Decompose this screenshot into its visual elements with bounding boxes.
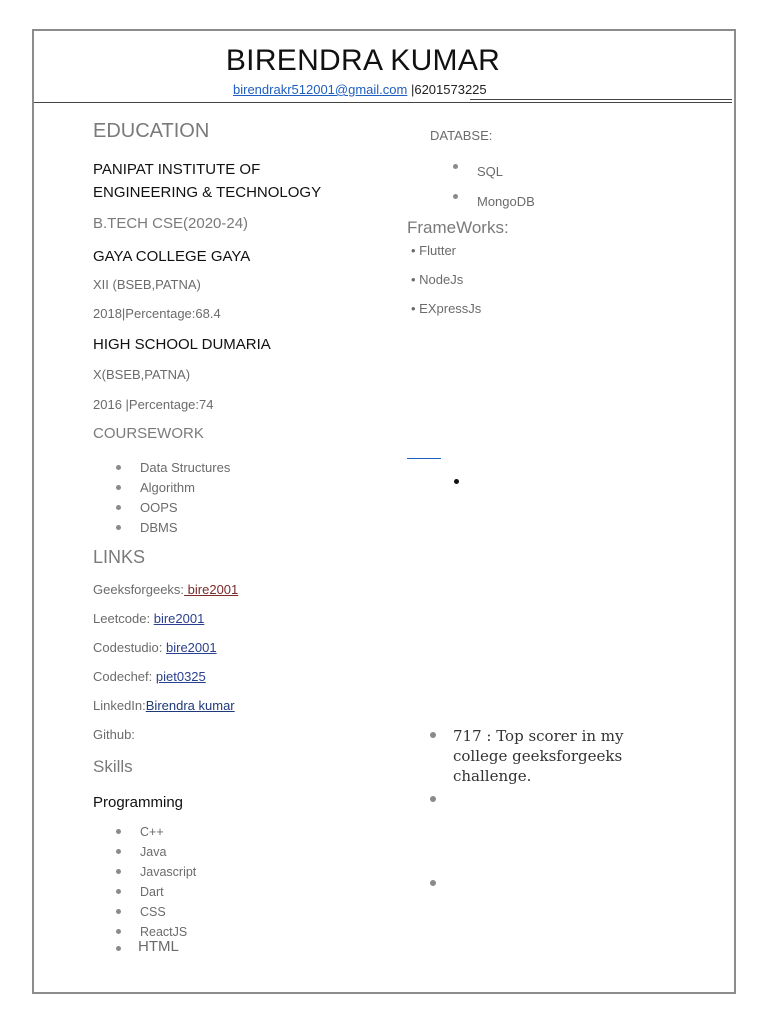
contact-line: [233, 82, 487, 97]
link-label: Codestudio:: [93, 640, 166, 655]
skill-item: Dart: [116, 882, 196, 902]
empty-bullet: [454, 479, 459, 484]
college2-name: GAYA COLLEGE GAYA: [93, 248, 251, 265]
framework-item: [411, 243, 456, 258]
education-heading: EDUCATION: [93, 120, 210, 142]
database-heading: DATABSE:: [430, 128, 493, 143]
college2-class: XII (BSEB,PATNA): [93, 277, 201, 292]
framework-label: Flutter: [419, 243, 457, 258]
framework-label: NodeJs: [419, 272, 464, 287]
school-class: X(BSEB,PATNA): [93, 367, 191, 382]
programming-list: [116, 822, 196, 942]
bullet: •: [411, 301, 420, 316]
college2-result: 2018|Percentage:68.4: [93, 306, 221, 321]
linkedin-link[interactable]: Birendra kumar: [145, 698, 235, 713]
link-leetcode: [93, 611, 204, 626]
skill-item: Java: [116, 842, 196, 862]
coursework-item: OOPS: [116, 498, 230, 518]
link-label: LinkedIn:: [93, 698, 146, 713]
empty-bullet: [430, 880, 436, 886]
college1-name-line2: ENGINEERING & TECHNOLOGY: [93, 184, 322, 201]
skill-item-last: [116, 938, 179, 955]
link-codestudio: [93, 640, 217, 655]
links-heading: LINKS: [93, 547, 146, 567]
school-result: 2016 |Percentage:74: [93, 397, 214, 412]
skill-item: CSS: [116, 902, 196, 922]
skills-heading: Skills: [93, 757, 133, 776]
framework-item: [411, 301, 481, 316]
link-codechef: [93, 669, 206, 684]
achievement-item: 717 : Top scorer in my college geeksforgeeks challenge.: [453, 727, 624, 785]
skill-item: Javascript: [116, 862, 196, 882]
skill-item: C++: [116, 822, 196, 842]
skill-item: ReactJS: [116, 922, 196, 942]
skill-item-label: HTML: [138, 938, 179, 955]
link-linkedin: [93, 698, 235, 713]
coursework-heading: COURSEWORK: [93, 425, 204, 442]
leetcode-link[interactable]: bire2001: [153, 611, 205, 626]
database-item: SQL: [453, 157, 535, 187]
bullet: •: [411, 243, 420, 258]
degree: B.TECH CSE(2020-24): [93, 215, 249, 232]
framework-item: [411, 272, 463, 287]
coursework-item: Algorithm: [116, 478, 230, 498]
header-divider: [34, 102, 732, 103]
header-divider-accent: [470, 99, 732, 100]
coursework-item: Data Structures: [116, 458, 230, 478]
achievement-bullet: [430, 732, 436, 738]
codestudio-link[interactable]: bire2001: [166, 640, 217, 655]
geeksforgeeks-link[interactable]: bire2001: [184, 582, 239, 597]
link-label: Github:: [93, 727, 135, 742]
email-link[interactable]: birendrakr512001@gmail.com: [233, 82, 408, 97]
coursework-item: DBMS: [116, 518, 230, 538]
link-label: Geeksforgeeks:: [93, 582, 185, 597]
bullet: [116, 946, 121, 951]
college1-name-line1: PANIPAT INSTITUTE OF: [93, 161, 261, 178]
candidate-name: BIRENDRA KUMAR: [225, 44, 501, 77]
coursework-list: [116, 458, 230, 538]
phone-number: |6201573225: [410, 82, 487, 97]
database-list: [453, 157, 535, 217]
link-geeksforgeeks: [93, 582, 238, 597]
link-label: Leetcode:: [93, 611, 154, 626]
frameworks-heading: FrameWorks:: [407, 218, 509, 237]
college1-name: [93, 158, 321, 204]
framework-label: EXpressJs: [419, 301, 482, 316]
programming-heading: Programming: [93, 794, 184, 811]
bullet: •: [411, 272, 420, 287]
database-item: MongoDB: [453, 187, 535, 217]
link-github: [93, 727, 135, 742]
school-name: HIGH SCHOOL DUMARIA: [93, 336, 271, 353]
codechef-link[interactable]: piet0325: [155, 669, 206, 684]
blue-underline-mark: [407, 458, 441, 459]
link-label: Codechef:: [93, 669, 156, 684]
empty-bullet: [430, 796, 436, 802]
